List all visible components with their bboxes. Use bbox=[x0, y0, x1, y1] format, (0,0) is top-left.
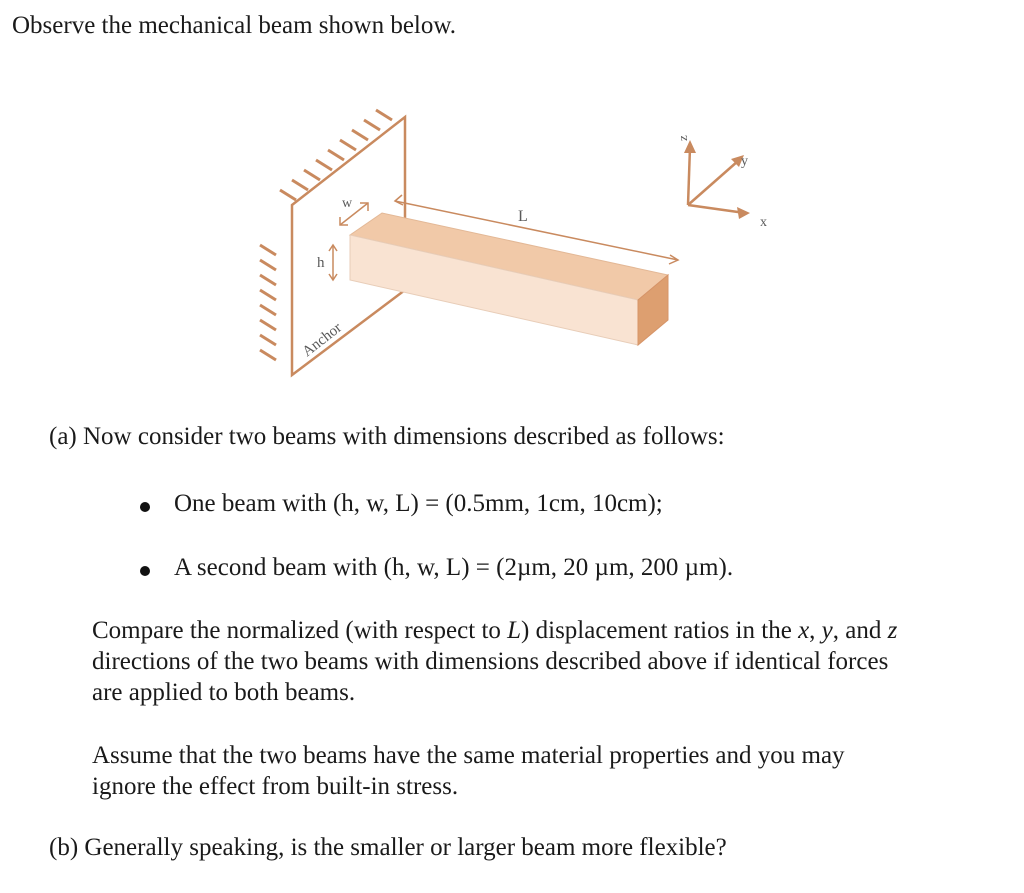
axis-x-label: x bbox=[760, 215, 767, 230]
comparison-line-1: Compare the normalized (with respect to L) displacement ratios in the x, y, and z bbox=[92, 617, 898, 644]
part-b-question: (b) Generally speaking, is the smaller or larger beam more flexible? bbox=[49, 834, 727, 861]
axis-y-label: y bbox=[741, 154, 748, 169]
axis-x-arrowhead bbox=[737, 207, 750, 219]
bullet-1-text: One beam with (h, w, L) = (0.5mm, 1cm, 10cm); bbox=[174, 490, 663, 517]
bullet-1-dot bbox=[140, 502, 150, 512]
label-w: w bbox=[342, 196, 353, 211]
label-h: h bbox=[317, 255, 325, 271]
intro-text: Observe the mechanical beam shown below. bbox=[12, 12, 457, 39]
assumption-line-1: Assume that the two beams have the same material properties and you may bbox=[92, 742, 845, 769]
comparison-paragraph bbox=[92, 615, 1012, 708]
part-a-heading: (a) Now consider two beams with dimensions described as follows: bbox=[49, 423, 725, 450]
assumption-paragraph bbox=[92, 740, 1012, 802]
axis-z-label: z bbox=[675, 135, 690, 141]
beam-figure bbox=[250, 95, 810, 395]
bullet-2-dot bbox=[140, 566, 150, 576]
comparison-line-3: are applied to both beams. bbox=[92, 679, 356, 706]
label-anchor: Anchor bbox=[299, 319, 345, 361]
axes-icon bbox=[688, 147, 745, 213]
bullet-2-text: A second beam with (h, w, L) = (2µm, 20 µm, 200 µm). bbox=[174, 554, 734, 581]
label-l: L bbox=[518, 208, 528, 225]
comparison-line-2: directions of the two beams with dimensions described above if identical forces bbox=[92, 648, 889, 675]
assumption-line-2: ignore the effect from built-in stress. bbox=[92, 773, 459, 800]
